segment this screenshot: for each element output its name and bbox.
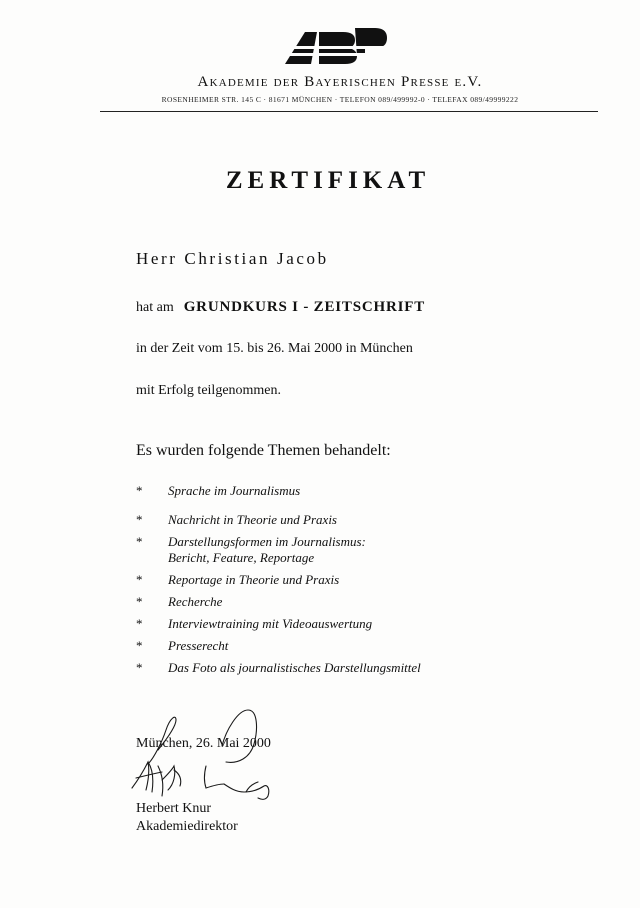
topic-text: Nachricht in Theorie und Praxis xyxy=(168,512,337,527)
bullet-asterisk: * xyxy=(136,483,143,498)
topic-text: Presserecht xyxy=(168,638,229,653)
course-line xyxy=(136,298,425,316)
topic-text: Interviewtraining mit Videoauswertung xyxy=(168,616,373,631)
topic-text: Reportage in Theorie und Praxis xyxy=(168,572,340,587)
topic-text: Das Foto als journalistisches Darstellungsmittel xyxy=(168,660,421,675)
signer-name: Herbert Knur xyxy=(136,801,212,816)
bullet-asterisk: * xyxy=(136,660,143,675)
course-prefix: hat am xyxy=(136,300,174,315)
bullet-asterisk: * xyxy=(136,512,143,527)
completion-statement: mit Erfolg teilgenommen. xyxy=(136,383,282,398)
bullet-asterisk: * xyxy=(136,572,143,587)
bullet-asterisk: * xyxy=(136,616,143,631)
topic-text: Darstellungsformen im Journalismus: xyxy=(168,534,366,549)
place-and-date: München, 26. Mai 2000 xyxy=(136,736,271,751)
course-name: GRUNDKURS I - ZEITSCHRIFT xyxy=(183,299,426,315)
bullet-asterisk: * xyxy=(136,594,143,609)
handwritten-signature xyxy=(118,700,278,808)
topics-heading: Es wurden folgende Themen behandelt: xyxy=(136,442,391,459)
header-divider xyxy=(100,111,598,112)
course-period: in der Zeit vom 15. bis 26. Mai 2000 in München xyxy=(136,341,413,356)
bullet-asterisk: * xyxy=(136,638,143,653)
certificate-title: ZERTIFIKAT xyxy=(225,167,431,194)
organization-address: ROSENHEIMER STR. 145 C · 81671 MÜNCHEN · TELEFON 089/499992-0 · TELEFAX 089/49999222 xyxy=(161,95,519,104)
signer-role: Akademiedirektor xyxy=(136,819,238,834)
topic-text: Sprache im Journalismus xyxy=(168,483,301,498)
bullet-asterisk: * xyxy=(136,534,143,549)
topic-text-continuation: Bericht, Feature, Reportage xyxy=(168,550,315,565)
topic-text: Recherche xyxy=(168,594,223,609)
recipient-name: Herr Christian Jacob xyxy=(136,249,329,268)
organization-name: Akademie der Bayerischen Presse e.V. xyxy=(197,74,483,90)
